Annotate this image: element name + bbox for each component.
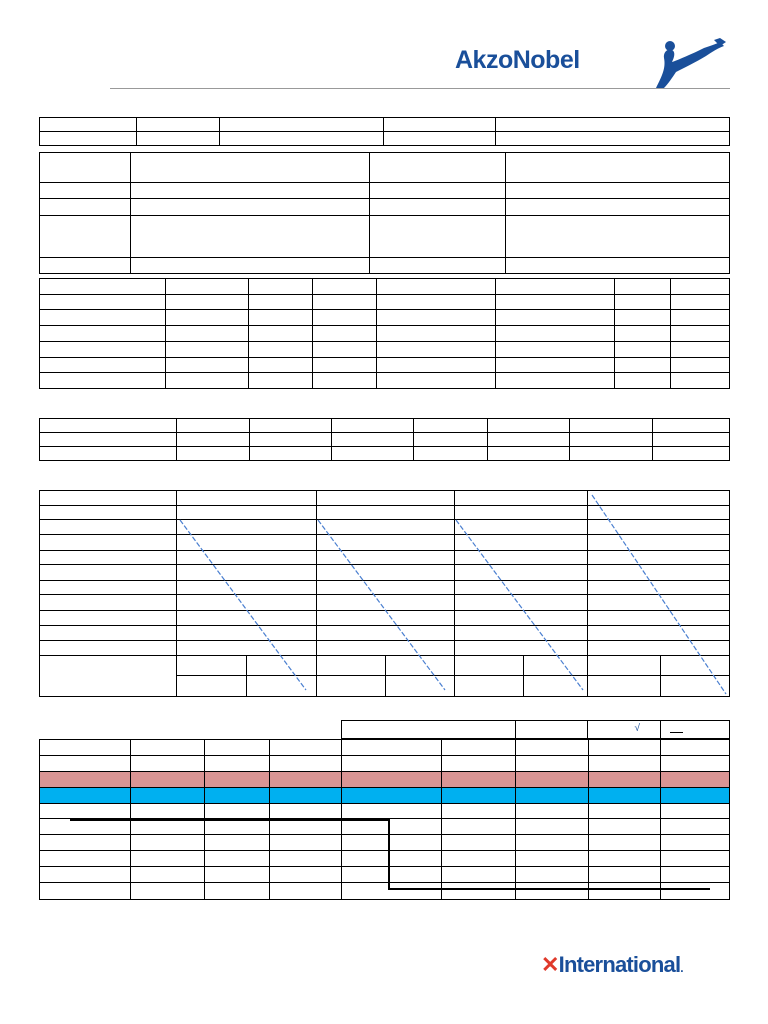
- step-line: [70, 820, 710, 889]
- international-logo: [541, 952, 683, 978]
- brand-name: AkzoNobel: [455, 46, 580, 74]
- check-mark: √: [634, 723, 640, 734]
- international-x-icon: ✕: [541, 952, 559, 977]
- international-brand-suffix: .: [680, 961, 683, 975]
- international-brand-name: International: [558, 952, 681, 977]
